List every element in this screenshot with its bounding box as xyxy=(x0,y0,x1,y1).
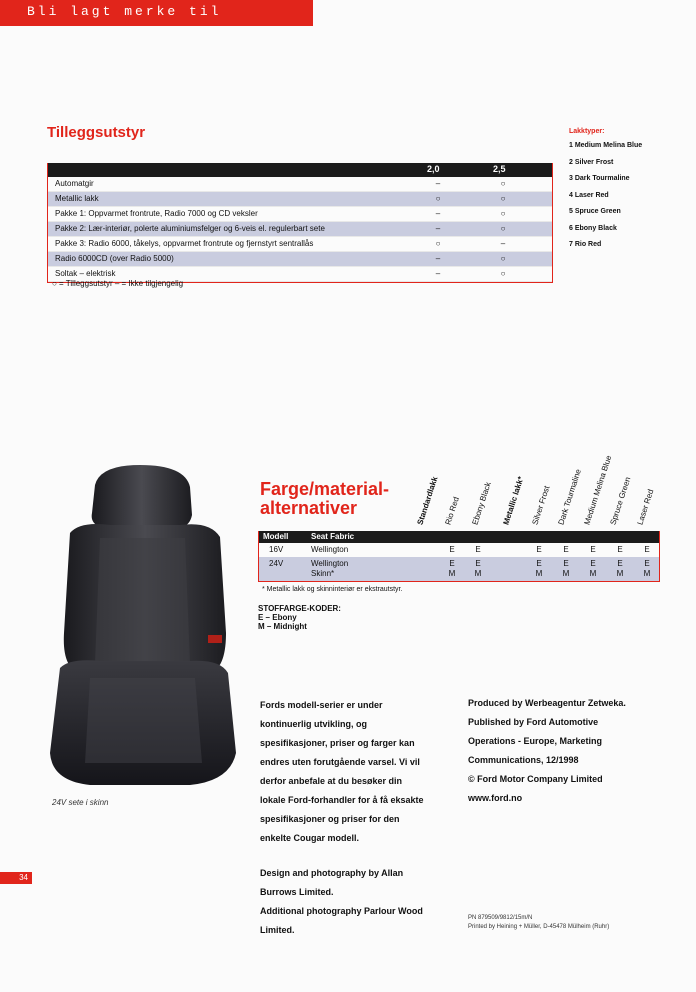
list-item: 7 Rio Red xyxy=(569,241,602,248)
fabric-code-e: E – Ebony xyxy=(258,613,297,622)
row-value-2-0: – xyxy=(435,179,441,188)
cell-e: E xyxy=(590,559,596,568)
cell-m: M xyxy=(643,569,651,578)
row-label: Pakke 1: Oppvarmet frontrute, Radio 7000 og CD veksler xyxy=(55,209,258,218)
row-value-2-5: ○ xyxy=(500,194,506,203)
paint-types-title: Lakktyper: xyxy=(569,128,605,135)
model-header: Modell xyxy=(263,532,289,541)
colors-table-header xyxy=(259,531,659,543)
table-row xyxy=(48,207,552,222)
list-item: 2 Silver Frost xyxy=(569,158,614,166)
text-line: Additional photography Parlour Wood xyxy=(260,906,423,916)
cell xyxy=(588,559,598,579)
cell: E xyxy=(590,545,596,554)
leather-seat-image xyxy=(40,463,244,793)
row-value-2-0: ○ xyxy=(435,239,441,248)
text-line: Burrows Limited. xyxy=(260,887,334,897)
cell-m: M xyxy=(589,569,597,578)
row-value-2-5: ○ xyxy=(500,224,506,233)
row-value-2-5: ○ xyxy=(500,269,506,278)
col-head-ebony-black: Ebony Black xyxy=(470,480,493,526)
table-row xyxy=(259,557,659,581)
col-head-dark-tourmaline: Dark Tourmaline xyxy=(556,467,583,526)
paint-types-list xyxy=(569,128,642,258)
cell-m: M xyxy=(616,569,624,578)
text-line: enkelte Cougar modell. xyxy=(260,833,360,843)
cell-e: E xyxy=(617,559,623,568)
table-row xyxy=(48,237,552,252)
row-value-2-0: ○ xyxy=(435,194,441,203)
text-line: Design and photography by Allan xyxy=(260,868,404,878)
cell xyxy=(473,559,483,579)
table-row xyxy=(48,177,552,192)
row-value-2-0: – xyxy=(435,209,441,218)
seat-caption: 24V sete i skinn xyxy=(52,798,109,807)
row-label: Soltak – elektrisk xyxy=(55,269,116,278)
cell xyxy=(447,559,457,579)
cell-m: M xyxy=(448,569,456,578)
table-row xyxy=(48,192,552,207)
cell-m: M xyxy=(562,569,570,578)
list-item: 1 Medium Melina Blue xyxy=(569,142,643,149)
list-item: 5 Spruce Green xyxy=(569,208,621,215)
col-head-spruce-green: Spruce Green xyxy=(608,475,633,526)
text-line: kontinuerlig utvikling, og xyxy=(260,719,367,729)
text-line: Communications, 12/1998 xyxy=(468,755,579,765)
colors-title xyxy=(260,480,389,518)
row-fabric: Wellington xyxy=(311,545,349,554)
row-value-2-0: – xyxy=(435,254,441,263)
page-number-badge xyxy=(0,872,32,884)
cell: E xyxy=(563,545,569,554)
pn-line: PN 879509/9812/15m/N xyxy=(468,915,533,921)
cell-e: E xyxy=(449,559,455,568)
fabric-code-m: M – Midnight xyxy=(258,622,307,631)
text-line: Published by Ford Automotive xyxy=(468,717,599,727)
table-row xyxy=(259,543,659,557)
section-banner xyxy=(0,0,313,26)
cell-e: E xyxy=(475,559,481,568)
credits-text xyxy=(468,694,668,808)
row-value-2-5: ○ xyxy=(500,254,506,263)
list-item: 3 Dark Tourmaline xyxy=(569,175,630,182)
cell xyxy=(561,559,571,579)
text-line: derfor anbefale at du besøker din xyxy=(260,776,403,786)
text-line: Operations - Europe, Marketing xyxy=(468,736,603,746)
row-model: 24V xyxy=(269,559,284,568)
row-label: Pakke 2: Lær-interiør, polerte aluminiumsfelger og 6-veis el. regulerbart sete xyxy=(55,224,325,233)
row-label: Pakke 3: Radio 6000, tåkelys, oppvarmet frontrute og fjernstyrt sentrallås xyxy=(55,239,314,248)
design-credits xyxy=(260,864,460,940)
equipment-table-header xyxy=(48,163,552,177)
text-line: Produced by Werbeagentur Zetweka. xyxy=(468,698,626,708)
text-line: spesifikasjoner, priser og farger kan xyxy=(260,738,415,748)
cell xyxy=(615,559,625,579)
table-row xyxy=(48,222,552,237)
row-value-2-5: ○ xyxy=(500,179,506,188)
fabric-codes-title: STOFFARGE-KODER: xyxy=(258,604,341,613)
cell xyxy=(534,559,544,579)
col-2-5-header: 2,5 xyxy=(493,164,506,174)
cell-e: E xyxy=(563,559,569,568)
row-fabric-line1: Wellington xyxy=(311,559,349,568)
text-line: © Ford Motor Company Limited xyxy=(468,774,603,784)
equipment-title: Tilleggsutstyr xyxy=(47,124,146,141)
cell-m: M xyxy=(474,569,482,578)
cell xyxy=(642,559,652,579)
page-number: 34 xyxy=(19,873,28,882)
text-line: Fords modell-serier er under xyxy=(260,700,383,710)
equipment-table xyxy=(47,163,553,283)
col-head-laser-red: Laser Red xyxy=(635,488,656,526)
list-item: 4 Laser Red xyxy=(569,191,609,199)
website-link[interactable]: www.ford.no xyxy=(468,793,523,803)
equipment-legend: ○ = Tilleggsutstyr – = Ikke tilgjengelig xyxy=(52,279,184,288)
row-value-2-0: – xyxy=(435,269,441,278)
standard-lakk-heading: Standardlakk xyxy=(415,475,440,526)
text-line: Limited. xyxy=(260,925,295,935)
text-line: spesifikasjoner og priser for den xyxy=(260,814,400,824)
col-head-silver-frost: Silver Frost xyxy=(530,484,552,526)
fabric-codes xyxy=(258,604,341,631)
row-value-2-5: ○ xyxy=(500,209,506,218)
text-line: endres uten forutgående varsel. Vi vil xyxy=(260,757,420,767)
fabric-header: Seat Fabric xyxy=(311,532,355,541)
colors-table xyxy=(258,531,660,582)
cell: E xyxy=(617,545,623,554)
cell-m: M xyxy=(535,569,543,578)
cell: E xyxy=(475,545,481,554)
banner-text: Bli lagt merke til xyxy=(27,4,222,19)
row-fabric xyxy=(311,559,348,579)
cell-e: E xyxy=(644,559,650,568)
row-value-2-5: – xyxy=(500,239,506,248)
metallic-note: * Metallic lakk og skinninteriør er ekstrautstyr. xyxy=(262,586,403,593)
printer-line: Printed by Heining + Müller, D-45478 Mülheim (Ruhr) xyxy=(468,924,610,930)
cell: E xyxy=(536,545,542,554)
row-fabric-line2: Skinn* xyxy=(311,569,335,578)
cell-e: E xyxy=(536,559,542,568)
col-2-0-header: 2,0 xyxy=(427,164,440,174)
col-head-medium-melina-blue: Medium Melina Blue xyxy=(582,454,614,526)
row-model: 16V xyxy=(269,545,284,554)
disclaimer-text xyxy=(260,696,460,848)
row-label: Automatgir xyxy=(55,179,94,188)
list-item: 6 Ebony Black xyxy=(569,224,617,232)
cell: E xyxy=(644,545,650,554)
row-label: Radio 6000CD (over Radio 5000) xyxy=(55,254,174,263)
text-line: lokale Ford-forhandler for å få eksakte xyxy=(260,795,424,805)
table-row xyxy=(48,252,552,267)
cell: E xyxy=(449,545,455,554)
row-label: Metallic lakk xyxy=(55,194,99,203)
metallic-lakk-heading: Metallic lakk* xyxy=(501,475,526,526)
print-info xyxy=(468,914,609,932)
col-head-rio-red: Rio Red xyxy=(443,495,461,526)
row-value-2-0: – xyxy=(435,224,441,233)
colors-title-line1: Farge/material- xyxy=(260,479,390,499)
colors-title-line2: alternativer xyxy=(260,498,358,518)
